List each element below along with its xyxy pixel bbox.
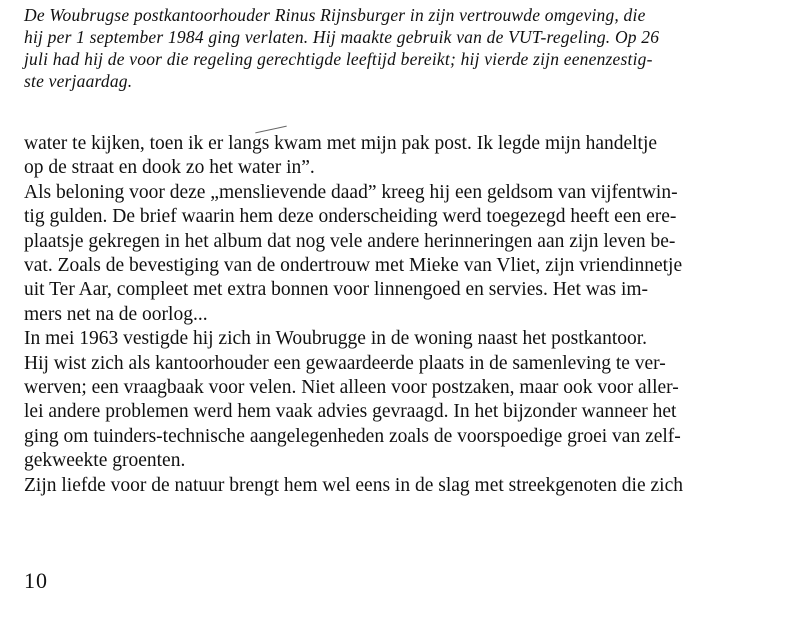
caption-line: juli had hij de voor die regeling gerechtigde leeftijd bereikt; hij vierde zijn eenenzestig- [24,49,653,69]
body-line: werven; een vraagbaak voor velen. Niet alleen voor postzaken, maar ook voor aller- [24,377,679,399]
body-text [24,132,776,498]
body-line: Zijn liefde voor de natuur brengt hem wel eens in de slag met streekgenoten die zich [24,474,683,496]
body-line: Als beloning voor deze „menslievende daad” kreeg hij een geldsom van vijfentwin- [24,181,678,203]
body-line: Hij wist zich als kantoorhouder een gewaardeerde plaats in de samenleving te ver- [24,352,666,374]
body-line: ging om tuinders-technische aangelegenheden zoals de voorspoedige groei van zelf- [24,425,681,447]
caption-line: De Woubrugse postkantoorhouder Rinus Rijnsburger in zijn vertrouwde omgeving, die [24,5,646,25]
body-line: plaatsje gekregen in het album dat nog vele andere herinneringen aan zijn leven be- [24,230,676,252]
body-line: op de straat en dook zo het water in”. [24,157,315,179]
body-line: vat. Zoals de bevestiging van de ondertrouw met Mieke van Vliet, zijn vriendinnetje [24,255,683,277]
body-line: tig gulden. De brief waarin hem deze onderscheiding werd toegezegd heeft een ere- [24,206,677,228]
page-number: 10 [24,568,48,593]
body-line: In mei 1963 vestigde hij zich in Woubrugge in de woning naast het postkantoor. [24,328,648,350]
body-line: lei andere problemen werd hem vaak advies gevraagd. In het bijzonder wanneer het [24,401,677,423]
body-line: mers net na de oorlog... [24,303,208,325]
caption-line: ste verjaardag. [24,71,133,91]
caption-line: hij per 1 september 1984 ging verlaten. Hij maakte gebruik van de VUT-regeling. Op 26 [24,27,660,47]
body-line: water te kijken, toen ik er langs kwam met mijn pak post. Ik legde mijn handeltje [24,133,658,154]
photo-caption [24,4,776,92]
body-line: uit Ter Aar, compleet met extra bonnen voor linnengoed en servies. Het was im- [24,279,649,301]
body-line: gekweekte groenten. [24,450,186,472]
